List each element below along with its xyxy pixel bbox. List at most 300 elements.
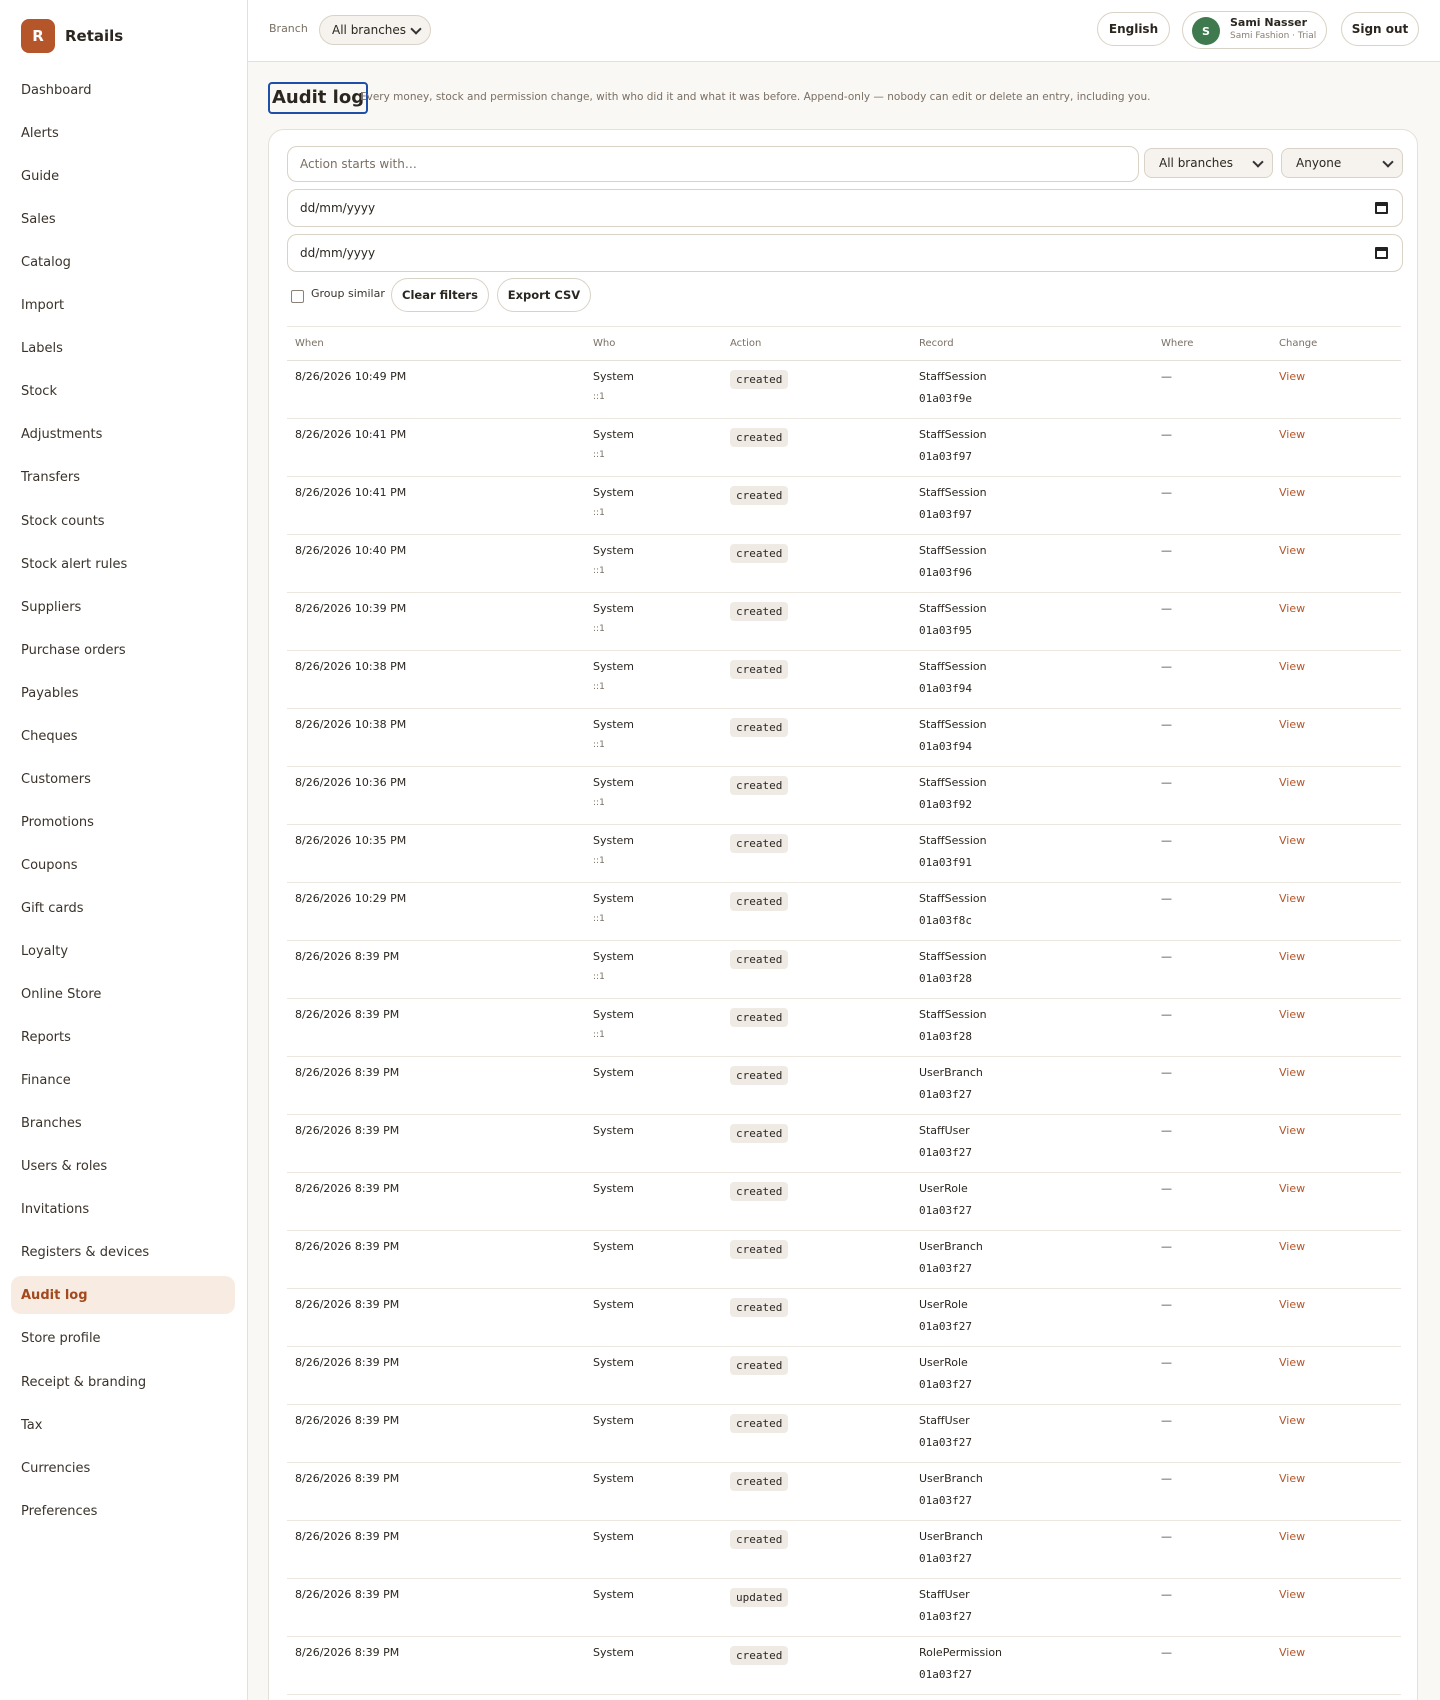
when-cell: 8/26/2026 8:39 PM — [295, 1298, 400, 1311]
ip-cell: ::1 — [593, 740, 605, 750]
when-cell: 8/26/2026 8:39 PM — [295, 1530, 400, 1543]
record-id-cell: 01a03f9e — [919, 392, 972, 405]
where-cell: — — [1161, 892, 1172, 905]
sidebar-item-label: Customers — [21, 771, 91, 787]
record-id-cell: 01a03f27 — [919, 1088, 972, 1101]
table-row — [287, 1231, 1401, 1289]
when-cell: 8/26/2026 8:39 PM — [295, 1414, 400, 1427]
table-row — [287, 1405, 1401, 1463]
record-id-cell: 01a03f97 — [919, 508, 972, 521]
view-change-link[interactable]: View — [1279, 1356, 1306, 1369]
record-id-cell: 01a03f27 — [919, 1378, 972, 1391]
clear-filters-button[interactable]: Clear filters — [391, 278, 489, 312]
sidebar-item-label: Branches — [21, 1115, 82, 1131]
sidebar-item-invitations[interactable] — [11, 1190, 235, 1228]
where-cell: — — [1161, 1182, 1172, 1195]
view-change-link[interactable]: View — [1279, 428, 1306, 441]
sidebar-item-label: Guide — [21, 168, 60, 184]
view-change-link[interactable]: View — [1279, 834, 1306, 847]
table-row — [287, 709, 1401, 767]
where-cell: — — [1161, 1646, 1172, 1659]
date-to-value: dd/mm/yyyy — [300, 246, 376, 260]
when-cell: 8/26/2026 10:38 PM — [295, 718, 407, 731]
action-badge: created — [730, 486, 788, 505]
who-cell: System — [593, 602, 635, 615]
table-row — [287, 1115, 1401, 1173]
view-change-link[interactable]: View — [1279, 1472, 1306, 1485]
action-badge: created — [730, 428, 788, 447]
who-cell: System — [593, 1646, 635, 1659]
sidebar-item-import[interactable] — [11, 286, 235, 324]
record-type-cell: StaffSession — [919, 602, 987, 615]
record-id-cell: 01a03f27 — [919, 1320, 972, 1333]
action-badge: updated — [730, 1588, 788, 1607]
sidebar-item-store-profile[interactable] — [11, 1319, 235, 1357]
sidebar-item-online-store[interactable] — [11, 975, 235, 1013]
app-name: Retails — [65, 27, 124, 45]
record-id-cell: 01a03f27 — [919, 1204, 972, 1217]
sidebar-item-label: Catalog — [21, 254, 71, 270]
sidebar-item-preferences[interactable] — [11, 1492, 235, 1530]
sidebar-item-payables[interactable] — [11, 674, 235, 712]
ip-cell: ::1 — [593, 856, 605, 866]
view-change-link[interactable]: View — [1279, 1530, 1306, 1543]
where-cell: — — [1161, 602, 1172, 615]
where-cell: — — [1161, 1124, 1172, 1137]
action-badge: created — [730, 1646, 788, 1665]
record-id-cell: 01a03f27 — [919, 1494, 972, 1507]
action-badge: created — [730, 1066, 788, 1085]
where-cell: — — [1161, 718, 1172, 731]
view-change-link[interactable]: View — [1279, 950, 1306, 963]
view-change-link[interactable]: View — [1279, 370, 1306, 383]
action-badge: created — [730, 370, 788, 389]
when-cell: 8/26/2026 8:39 PM — [295, 1588, 400, 1601]
table-row — [287, 999, 1401, 1057]
sidebar-item-sales[interactable] — [11, 200, 235, 238]
who-cell: System — [593, 1298, 635, 1311]
view-change-link[interactable]: View — [1279, 1646, 1306, 1659]
who-cell: System — [593, 660, 635, 673]
when-cell: 8/26/2026 10:38 PM — [295, 660, 407, 673]
view-change-link[interactable]: View — [1279, 660, 1306, 673]
chevron-down-icon — [410, 23, 421, 34]
record-type-cell: StaffSession — [919, 660, 987, 673]
sidebar-item-label: Purchase orders — [21, 642, 126, 658]
sidebar — [0, 0, 248, 1700]
calendar-icon[interactable] — [1375, 247, 1388, 259]
record-type-cell: UserBranch — [919, 1240, 983, 1253]
sidebar-item-customers[interactable] — [11, 760, 235, 798]
table-row — [287, 1347, 1401, 1405]
chevron-down-icon — [1252, 156, 1263, 167]
ip-cell: ::1 — [593, 972, 605, 982]
table-row — [287, 941, 1401, 999]
action-filter-input[interactable]: Action starts with… — [287, 146, 1139, 182]
sidebar-item-audit-log[interactable] — [11, 1276, 235, 1314]
column-action: Action — [730, 338, 762, 349]
export-csv-button[interactable]: Export CSV — [497, 278, 591, 312]
sidebar-item-label: Finance — [21, 1072, 71, 1088]
table-row — [287, 535, 1401, 593]
column-where: Where — [1161, 338, 1194, 349]
record-id-cell: 01a03f96 — [919, 566, 972, 579]
chevron-down-icon — [1382, 156, 1393, 167]
when-cell: 8/26/2026 10:39 PM — [295, 602, 407, 615]
table-row — [287, 1057, 1401, 1115]
record-type-cell: UserBranch — [919, 1066, 983, 1079]
sidebar-item-stock[interactable] — [11, 372, 235, 410]
who-cell: System — [593, 834, 635, 847]
action-badge: created — [730, 1472, 788, 1491]
ip-cell: ::1 — [593, 1030, 605, 1040]
sidebar-item-transfers[interactable] — [11, 458, 235, 496]
column-record: Record — [919, 338, 954, 349]
sidebar-item-label: Gift cards — [21, 900, 84, 916]
group-similar-checkbox[interactable] — [291, 290, 304, 303]
view-change-link[interactable]: View — [1279, 544, 1306, 557]
record-type-cell: StaffSession — [919, 718, 987, 731]
record-id-cell: 01a03f27 — [919, 1262, 972, 1275]
record-id-cell: 01a03f28 — [919, 972, 972, 985]
sidebar-item-stock-alert-rules[interactable] — [11, 545, 235, 583]
view-change-link[interactable]: View — [1279, 1008, 1306, 1021]
table-row — [287, 651, 1401, 709]
view-change-link[interactable]: View — [1279, 1298, 1306, 1311]
sidebar-item-label: Users & roles — [21, 1158, 108, 1174]
record-id-cell: 01a03f27 — [919, 1146, 972, 1159]
view-change-link[interactable]: View — [1279, 1414, 1306, 1427]
sidebar-item-label: Preferences — [21, 1503, 98, 1519]
sidebar-item-label: Online Store — [21, 986, 102, 1002]
who-cell: System — [593, 1356, 635, 1369]
who-cell: System — [593, 1530, 635, 1543]
sidebar-item-purchase-orders[interactable] — [11, 631, 235, 669]
sidebar-item-label: Store profile — [21, 1330, 101, 1346]
sidebar-item-label: Adjustments — [21, 426, 103, 442]
table-row — [287, 1289, 1401, 1347]
when-cell: 8/26/2026 8:39 PM — [295, 1124, 400, 1137]
action-badge: created — [730, 1298, 788, 1317]
action-badge: created — [730, 892, 788, 911]
sidebar-item-loyalty[interactable] — [11, 932, 235, 970]
when-cell: 8/26/2026 8:39 PM — [295, 1008, 400, 1021]
sidebar-item-label: Dashboard — [21, 82, 92, 98]
language-button[interactable]: English — [1097, 12, 1170, 46]
table-row — [287, 883, 1401, 941]
record-type-cell: StaffSession — [919, 370, 987, 383]
who-cell: System — [593, 428, 635, 441]
table-row — [287, 1579, 1401, 1637]
record-id-cell: 01a03f97 — [919, 450, 972, 463]
where-cell: — — [1161, 370, 1172, 383]
date-from-value: dd/mm/yyyy — [300, 201, 376, 215]
view-change-link[interactable]: View — [1279, 718, 1306, 731]
action-badge: created — [730, 1414, 788, 1433]
sidebar-item-label: Promotions — [21, 814, 94, 830]
where-cell: — — [1161, 1298, 1172, 1311]
who-cell: System — [593, 718, 635, 731]
when-cell: 8/26/2026 10:29 PM — [295, 892, 407, 905]
sidebar-item-label: Stock — [21, 383, 57, 399]
branch-filter-value: All branches — [1159, 156, 1234, 170]
record-id-cell: 01a03f94 — [919, 740, 972, 753]
who-cell: System — [593, 1588, 635, 1601]
record-type-cell: UserRole — [919, 1298, 968, 1311]
sidebar-item-suppliers[interactable] — [11, 588, 235, 626]
table-row — [287, 1637, 1401, 1695]
action-badge: created — [730, 1008, 788, 1027]
record-type-cell: StaffSession — [919, 776, 987, 789]
user-subtitle: Sami Fashion · Trial — [1230, 31, 1317, 41]
ip-cell: ::1 — [593, 682, 605, 692]
when-cell: 8/26/2026 8:39 PM — [295, 1472, 400, 1485]
view-change-link[interactable]: View — [1279, 1240, 1306, 1253]
record-type-cell: StaffUser — [919, 1124, 970, 1137]
sidebar-item-label: Stock counts — [21, 513, 105, 529]
where-cell: — — [1161, 1008, 1172, 1021]
sidebar-item-label: Transfers — [21, 469, 81, 485]
sidebar-item-catalog[interactable] — [11, 243, 235, 281]
sidebar-item-label: Sales — [21, 211, 56, 227]
sidebar-item-label: Stock alert rules — [21, 556, 128, 572]
record-type-cell: StaffSession — [919, 1008, 987, 1021]
record-type-cell: UserBranch — [919, 1472, 983, 1485]
sidebar-item-currencies[interactable] — [11, 1449, 235, 1487]
table-row — [287, 419, 1401, 477]
view-change-link[interactable]: View — [1279, 602, 1306, 615]
when-cell: 8/26/2026 8:39 PM — [295, 1066, 400, 1079]
action-badge: created — [730, 834, 788, 853]
sidebar-item-gift-cards[interactable] — [11, 889, 235, 927]
view-change-link[interactable]: View — [1279, 776, 1306, 789]
when-cell: 8/26/2026 10:40 PM — [295, 544, 407, 557]
where-cell: — — [1161, 834, 1172, 847]
who-cell: System — [593, 486, 635, 499]
who-cell: System — [593, 1240, 635, 1253]
when-cell: 8/26/2026 8:39 PM — [295, 1646, 400, 1659]
user-menu[interactable] — [1182, 11, 1327, 49]
date-from-input[interactable] — [287, 189, 1403, 227]
record-type-cell: StaffSession — [919, 950, 987, 963]
app-logo: R — [21, 19, 55, 53]
where-cell: — — [1161, 776, 1172, 789]
audit-log-card — [268, 129, 1418, 1700]
sidebar-item-tax[interactable] — [11, 1406, 235, 1444]
sidebar-item-label: Suppliers — [21, 599, 82, 615]
table-body — [287, 361, 1401, 1695]
where-cell: — — [1161, 1414, 1172, 1427]
when-cell: 8/26/2026 10:41 PM — [295, 428, 407, 441]
column-when: When — [295, 338, 324, 349]
sidebar-item-label: Receipt & branding — [21, 1374, 147, 1390]
action-badge: created — [730, 1240, 788, 1259]
sidebar-item-label: Audit log — [21, 1287, 88, 1303]
sidebar-item-coupons[interactable] — [11, 846, 235, 884]
sidebar-item-dashboard[interactable] — [11, 71, 235, 109]
when-cell: 8/26/2026 10:36 PM — [295, 776, 407, 789]
record-id-cell: 01a03f27 — [919, 1610, 972, 1623]
record-id-cell: 01a03f27 — [919, 1436, 972, 1449]
table-row — [287, 825, 1401, 883]
where-cell: — — [1161, 486, 1172, 499]
where-cell: — — [1161, 1530, 1172, 1543]
record-type-cell: RolePermission — [919, 1646, 1003, 1659]
column-change: Change — [1279, 338, 1318, 349]
user-filter-value: Anyone — [1296, 156, 1342, 170]
page-title: Audit log — [268, 82, 368, 114]
user-name: Sami Nasser — [1230, 16, 1308, 29]
view-change-link[interactable]: View — [1279, 1124, 1306, 1137]
column-who: Who — [593, 338, 616, 349]
table-row — [287, 477, 1401, 535]
record-type-cell: StaffSession — [919, 428, 987, 441]
when-cell: 8/26/2026 10:35 PM — [295, 834, 407, 847]
when-cell: 8/26/2026 8:39 PM — [295, 1240, 400, 1253]
date-to-input[interactable] — [287, 234, 1403, 272]
who-cell: System — [593, 1066, 635, 1079]
where-cell: — — [1161, 1588, 1172, 1601]
sidebar-item-label: Alerts — [21, 125, 59, 141]
ip-cell: ::1 — [593, 798, 605, 808]
when-cell: 8/26/2026 8:39 PM — [295, 1356, 400, 1369]
who-cell: System — [593, 1414, 635, 1427]
table-row — [287, 361, 1401, 419]
where-cell: — — [1161, 1472, 1172, 1485]
where-cell: — — [1161, 544, 1172, 557]
page-description: Every money, stock and permission change, with who did it and what it was before. Append-only — nobody can edit or delete an entry, including you. — [360, 91, 1151, 103]
sidebar-item-label: Reports — [21, 1029, 71, 1045]
who-cell: System — [593, 1182, 635, 1195]
record-type-cell: StaffSession — [919, 892, 987, 905]
ip-cell: ::1 — [593, 392, 605, 402]
view-change-link[interactable]: View — [1279, 486, 1306, 499]
sidebar-item-users-roles[interactable] — [11, 1147, 235, 1185]
table-row — [287, 1463, 1401, 1521]
sidebar-item-label: Currencies — [21, 1460, 91, 1476]
record-type-cell: UserBranch — [919, 1530, 983, 1543]
record-id-cell: 01a03f28 — [919, 1030, 972, 1043]
sign-out-button[interactable]: Sign out — [1341, 12, 1419, 46]
who-cell: System — [593, 892, 635, 905]
record-id-cell: 01a03f95 — [919, 624, 972, 637]
when-cell: 8/26/2026 10:41 PM — [295, 486, 407, 499]
ip-cell: ::1 — [593, 508, 605, 518]
record-type-cell: StaffSession — [919, 544, 987, 557]
table-row — [287, 767, 1401, 825]
sidebar-item-registers-devices[interactable] — [11, 1233, 235, 1271]
action-badge: created — [730, 950, 788, 969]
where-cell: — — [1161, 1066, 1172, 1079]
brand[interactable] — [0, 0, 247, 72]
table-header — [287, 326, 1401, 361]
sidebar-item-label: Invitations — [21, 1201, 90, 1217]
sidebar-item-label: Registers & devices — [21, 1244, 150, 1260]
record-type-cell: StaffSession — [919, 834, 987, 847]
action-badge: created — [730, 1124, 788, 1143]
sidebar-item-promotions[interactable] — [11, 803, 235, 841]
ip-cell: ::1 — [593, 624, 605, 634]
sidebar-item-cheques[interactable] — [11, 717, 235, 755]
view-change-link[interactable]: View — [1279, 1182, 1306, 1195]
record-type-cell: StaffUser — [919, 1588, 970, 1601]
sidebar-item-label: Labels — [21, 340, 63, 356]
table-row — [287, 1173, 1401, 1231]
sidebar-item-labels[interactable] — [11, 329, 235, 367]
top-bar — [248, 0, 1440, 62]
where-cell: — — [1161, 1356, 1172, 1369]
sidebar-item-stock-counts[interactable] — [11, 502, 235, 540]
sidebar-item-receipt-branding[interactable] — [11, 1363, 235, 1401]
view-change-link[interactable]: View — [1279, 1066, 1306, 1079]
record-id-cell: 01a03f27 — [919, 1668, 972, 1681]
record-id-cell: 01a03f94 — [919, 682, 972, 695]
branch-label: Branch — [269, 22, 308, 35]
branch-select[interactable] — [319, 15, 431, 45]
record-type-cell: UserRole — [919, 1356, 968, 1369]
action-badge: created — [730, 602, 788, 621]
where-cell: — — [1161, 1240, 1172, 1253]
action-badge: created — [730, 660, 788, 679]
who-cell: System — [593, 1124, 635, 1137]
view-change-link[interactable]: View — [1279, 1588, 1306, 1601]
record-type-cell: StaffUser — [919, 1414, 970, 1427]
sidebar-item-alerts[interactable] — [11, 114, 235, 152]
who-cell: System — [593, 544, 635, 557]
sidebar-item-label: Coupons — [21, 857, 78, 873]
action-badge: created — [730, 1182, 788, 1201]
table-row — [287, 593, 1401, 651]
table-row — [287, 1521, 1401, 1579]
who-cell: System — [593, 1008, 635, 1021]
where-cell: — — [1161, 660, 1172, 673]
calendar-icon[interactable] — [1375, 202, 1388, 214]
sidebar-item-guide[interactable] — [11, 157, 235, 195]
record-type-cell: StaffSession — [919, 486, 987, 499]
branch-filter-select[interactable] — [1144, 148, 1273, 178]
who-cell: System — [593, 776, 635, 789]
where-cell: — — [1161, 428, 1172, 441]
sidebar-item-label: Loyalty — [21, 943, 69, 959]
record-id-cell: 01a03f91 — [919, 856, 972, 869]
ip-cell: ::1 — [593, 450, 605, 460]
sidebar-item-finance[interactable] — [11, 1061, 235, 1099]
when-cell: 8/26/2026 10:49 PM — [295, 370, 407, 383]
action-badge: created — [730, 1356, 788, 1375]
ip-cell: ::1 — [593, 914, 605, 924]
action-badge: created — [730, 1530, 788, 1549]
when-cell: 8/26/2026 8:39 PM — [295, 950, 400, 963]
sidebar-item-reports[interactable] — [11, 1018, 235, 1056]
action-badge: created — [730, 718, 788, 737]
user-filter-select[interactable] — [1281, 148, 1403, 178]
branch-select-value: All branches — [332, 23, 407, 37]
view-change-link[interactable]: View — [1279, 892, 1306, 905]
sidebar-item-label: Payables — [21, 685, 79, 701]
record-id-cell: 01a03f92 — [919, 798, 972, 811]
group-similar-label: Group similar — [311, 287, 385, 300]
sidebar-item-adjustments[interactable] — [11, 415, 235, 453]
ip-cell: ::1 — [593, 566, 605, 576]
action-badge: created — [730, 776, 788, 795]
sidebar-item-label: Cheques — [21, 728, 78, 744]
record-id-cell: 01a03f8c — [919, 914, 972, 927]
record-type-cell: UserRole — [919, 1182, 968, 1195]
sidebar-item-branches[interactable] — [11, 1104, 235, 1142]
who-cell: System — [593, 950, 635, 963]
avatar: S — [1192, 17, 1220, 45]
who-cell: System — [593, 1472, 635, 1485]
